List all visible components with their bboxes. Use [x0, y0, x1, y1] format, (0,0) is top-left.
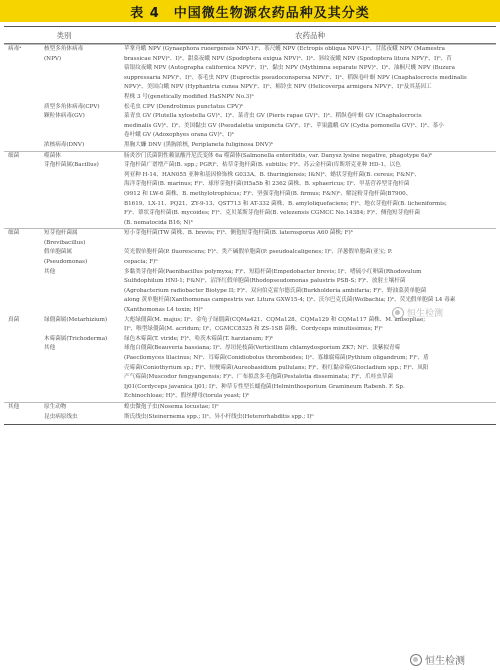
- table-row: [4, 402, 496, 413]
- row-varieties: 多黏类芽孢杆菌(Paenibacillus polymyxa; F)ᵇ、短稳杆菌(Empedobacter brevis; I)ᵇ、嗜硫小红卵菌(Rhodovulum: [124, 268, 422, 275]
- row-subcategory: (Pseudomonas): [44, 259, 88, 266]
- row-category: [4, 277, 42, 287]
- row-subcategory: [42, 364, 124, 374]
- table-row: [4, 55, 496, 65]
- row-category: [4, 74, 42, 84]
- row-subcategory: [42, 122, 124, 132]
- row-subcategory: 其他: [44, 345, 56, 352]
- table-row: [4, 248, 496, 258]
- table-body: [4, 44, 496, 422]
- row-category: [4, 325, 42, 335]
- row-category: [4, 171, 42, 181]
- row-varieties: 程株 3 号(genetically modified HaSNPV No.3)ᵇ: [124, 93, 254, 100]
- row-category: [4, 413, 42, 423]
- table-row: [4, 122, 496, 132]
- row-varieties: 松毛虫 CPV (Dendrolimus punctatus CPV)ᵇ: [124, 103, 244, 110]
- table-row: [4, 258, 496, 268]
- row-subcategory: 木霉菌属(Trichoderma): [44, 335, 108, 342]
- row-category: 细菌: [8, 152, 20, 159]
- row-varieties: 苹掌舟蛾 NPV (Gynaephora ruoergensis NPV-1)ᵇ、茶尺蠖 NPV (Ectropis obliqua NPV-1)ᵇ、甘蓝夜蛾 NPV (Mamestra: [124, 46, 445, 52]
- row-subcategory: 浓核病毒(DNV): [44, 141, 85, 148]
- row-subcategory: [42, 200, 124, 210]
- table-row: [4, 325, 496, 335]
- row-subcategory: [42, 219, 124, 229]
- table-row: [4, 344, 496, 354]
- row-category: [4, 83, 42, 93]
- row-varieties: F)ᵇ、蕈状芽孢杆菌(B. mycoides; F)ᵇ、克贝莱斯芽孢杆菌(B. velezensis CGMCC No.14384; F)ᵇ、侧孢短芽孢杆菌: [124, 210, 420, 217]
- table-header: [4, 26, 496, 44]
- table-row: [4, 413, 496, 423]
- row-subcategory: 昆虫病原线虫: [44, 413, 78, 420]
- row-subcategory: 绿僵菌属(Metarhizium): [44, 316, 108, 323]
- row-category: [4, 122, 42, 132]
- wechat-logo-icon: [410, 654, 422, 666]
- row-subcategory: [42, 392, 124, 402]
- table-row: [4, 296, 496, 306]
- watermark-footer-text: 恒生检测: [425, 656, 465, 667]
- table-row: [4, 161, 496, 171]
- row-subcategory: [42, 287, 124, 297]
- table-row: [4, 209, 496, 219]
- row-subcategory: (NPV): [44, 55, 62, 62]
- row-varieties: 蝗虫微孢子虫(Nosema locustae; I)ᵇ: [124, 403, 219, 410]
- row-varieties: 壳霉菌(Coniothyrium sp.; F)ᵇ、短梗霉菌(Aureobasidium pullulans; F)ᵇ、粉红黏帚霉(Gliocladium spp.; F)ᵇ、凤阳: [124, 364, 429, 371]
- row-subcategory: 短芽孢杆菌属: [44, 230, 78, 237]
- table-row: [4, 141, 496, 151]
- row-subcategory: 质型多角体病毒(CPV): [44, 103, 100, 110]
- row-subcategory: 原生动物: [44, 403, 67, 410]
- row-category: 细菌: [8, 230, 20, 237]
- row-category: [4, 354, 42, 364]
- row-subcategory: [42, 74, 124, 84]
- table-row: [4, 200, 496, 210]
- row-subcategory: [42, 383, 124, 393]
- row-subcategory: [42, 209, 124, 219]
- row-subcategory: 噬菌体: [44, 152, 61, 159]
- row-category: [4, 335, 42, 345]
- row-subcategory: [42, 93, 124, 103]
- watermark-overlay: [392, 306, 443, 319]
- row-subcategory: 核型多角体病毒: [44, 46, 84, 52]
- table-row: [4, 171, 496, 181]
- table-row: [4, 83, 496, 93]
- header-category: 类别: [56, 30, 72, 40]
- row-category: [4, 373, 42, 383]
- table-title-bar: [0, 0, 500, 22]
- table-row: [4, 103, 496, 113]
- row-subcategory: 芽孢杆菌属(Bacillus): [44, 162, 99, 169]
- row-category: [4, 180, 42, 190]
- row-category: [4, 364, 42, 374]
- table-row: [4, 268, 496, 278]
- table-row: [4, 93, 496, 103]
- wechat-logo-icon: [392, 307, 404, 319]
- table-row: [4, 219, 496, 229]
- row-category: [4, 209, 42, 219]
- table-row: [4, 112, 496, 122]
- table-row: [4, 335, 496, 345]
- row-category: [4, 258, 42, 268]
- row-varieties: Sulfidophilum HNI-1; F&N)ᵇ、沼泽红假单胞菌(Rhodopseudomonas palustris PSB-S; F)ᵇ、放射土壤杆菌: [124, 278, 406, 285]
- row-category: [4, 190, 42, 200]
- table-row: [4, 190, 496, 200]
- row-category: [4, 239, 42, 249]
- row-category: [4, 64, 42, 74]
- row-subcategory: [42, 306, 124, 316]
- row-subcategory: [42, 277, 124, 287]
- watermark-footer: [410, 652, 465, 667]
- table-row: [4, 64, 496, 74]
- row-varieties: [124, 239, 496, 249]
- row-category: 真菌: [8, 316, 20, 323]
- table-row: [4, 151, 496, 162]
- row-varieties: NPV)ᵇ、美国白蛾 NPV (Hyphantria cunea NPV)ᵇ、I)ᵇ、棉铃虫 NPV (Helicoverpa armigera NPV)ᵇ、I)ᵇ及其基因工: [124, 84, 432, 91]
- table-row: [4, 239, 496, 249]
- table-row: [4, 354, 496, 364]
- row-category: [4, 161, 42, 171]
- row-category: [4, 248, 42, 258]
- row-category: [4, 268, 42, 278]
- row-subcategory: [42, 373, 124, 383]
- row-varieties: 芽孢杆菌广谱增产菌(B. spp.; PGR)ᵇ、枯草芽孢杆菌(B. subtilis; F)ᵇ、苏云金杆菌(库斯塔克亚种 HD-1、以色: [124, 162, 401, 169]
- row-subcategory: [42, 296, 124, 306]
- row-subcategory: [42, 64, 124, 74]
- table-row: [4, 180, 496, 190]
- row-category: [4, 55, 42, 65]
- row-category: [4, 200, 42, 210]
- row-category: [4, 141, 42, 151]
- row-varieties: 产气霉菌(Muscodor fengyangensis; F)ᵇ、广布拟盘多毛孢菌(Pestalotia disseminata; F)ᵇ、爪哇虫草菌: [124, 374, 393, 381]
- row-category: [4, 131, 42, 141]
- row-varieties: 荧光假单胞杆菌(P. fluorescens; F)ᵇ、类产碱假单胞菌(P. pseudoalcaligenes; I)ᵇ、洋葱假单胞菌(亚宝; P.: [124, 249, 393, 256]
- row-category: [4, 392, 42, 402]
- row-category: [4, 93, 42, 103]
- table-row: [4, 373, 496, 383]
- row-category: 病毒ᵃ: [8, 46, 22, 52]
- row-varieties: 短小芽孢杆菌(TW 菌株、B. brevis; F)ᵇ、侧孢短芽孢杆菌(B. laterosporus A60 菌株; F)ᵇ: [124, 230, 353, 237]
- row-subcategory: [42, 325, 124, 335]
- table-row: [4, 383, 496, 393]
- row-varieties: along 黄单胞杆菌(Xanthomonas campestris var. Litura GXW15-4; I)ᵇ、沃尔巴克氏菌(Wolbachia; I)ᵇ、荧光假单胞菌 L4 毒素: [124, 297, 456, 304]
- row-varieties: 列亚种 H-14、HAN055 亚种和基因修饰株 G033A、B. thuringiensis; I&N)ᵇ、蜡状芽孢杆菌(B. cereus; F&N)ᵇ、: [124, 171, 421, 178]
- row-varieties: I)ᵇ、喉型绿僵菌(M. acridum; I)ᵇ、CGMCC8325 和 ZS-1SB 菌株、Cordyceps minutissimus; F)ᵇ: [124, 326, 383, 333]
- row-varieties: (Paecilomyces lilacinus; N)ᵇ、耳霉菌(Conidiobolus thromboides; I)ᵇ、寡雄腐霉菌(Pythium oligandrum; F)ᵇ、盾: [124, 355, 429, 361]
- row-varieties: (Agrobacterium radiobacter Biotype II; F)ᵇ、双向伯克霍尔德氏菌(Burkholderia ambifaria; F)ᵇ、野油菜黄单胞菌: [124, 287, 427, 294]
- row-subcategory: 假单胞菌属: [44, 249, 72, 256]
- row-subcategory: [42, 171, 124, 181]
- row-varieties: (Xanthomonas L4 toxin; H)ᵇ: [124, 307, 203, 314]
- row-category: [4, 306, 42, 316]
- row-varieties: brassicae NPV)ᵇ、I)ᵇ、甜菜夜蛾 NPV (Spodoptera exigua NPV)ᵇ、I)ᵇ、斜纹夜蛾 NPV (Spodoptera litura NPV)ᵇ、I)ᵇ、苜: [124, 55, 452, 62]
- row-category: [4, 112, 42, 122]
- table-row: [4, 392, 496, 402]
- pesticide-table: [4, 26, 496, 425]
- row-varieties: suppressaria NPV)ᵇ、I)ᵇ、茶毛虫 NPV (Euproctis pseudoconspersa NPV)ᵇ、I)ᵇ、稻纵卷叶螟 NPV (Cnaphalocrocis medinalis: [124, 74, 467, 81]
- table-row: [4, 287, 496, 297]
- row-varieties: (9912 和 LW-6 菌株、B. methylotrophicus; F)ᵇ、坚强芽孢杆菌(B. firmus; F&N)ᵇ、解淀粉芽孢杆菌(B7900、: [124, 190, 412, 197]
- watermark-text: 恒生检测: [407, 309, 444, 319]
- row-subcategory: [42, 83, 124, 93]
- table-row: [4, 44, 496, 55]
- table-row: [4, 364, 496, 374]
- row-varieties: Echinochloae; H)ᵇ、假丝酵母(torula yeast; I)ᵇ: [124, 393, 250, 400]
- table-row: [4, 131, 496, 141]
- row-subcategory: [42, 354, 124, 364]
- row-subcategory: 其他: [44, 268, 56, 275]
- row-subcategory: (Brevibacillus): [44, 239, 86, 246]
- table-bottom-rule: [4, 424, 496, 425]
- row-varieties: 绿色木霉菌(T. viride; F)ᵇ、哈茨木霉菌(T. harzianum; F)ᵇ: [124, 335, 274, 342]
- row-category: [4, 344, 42, 354]
- row-varieties: 菜青虫 GV (Plutella xylostella GV)ᵇ、I)ᵇ、菜青虫 GV (Pieris rapae GV)ᵇ、I)ᵇ、稻纵卷叶螟 GV (Cnaphalocrocis: [124, 113, 422, 120]
- row-subcategory: 颗粒体病毒(GV): [44, 113, 85, 120]
- row-category: 其他: [8, 403, 20, 410]
- row-category: [4, 287, 42, 297]
- table-row: [4, 228, 496, 239]
- row-varieties: 黑胸大蠊 DNV (黑胸浓核, Periplaneta fuliginosa DNV)ᵇ: [124, 141, 274, 148]
- table-title: 表 4 中国微生物源农药品种及其分类: [130, 5, 370, 21]
- row-varieties: 大彪绿僵菌(M. majus; I)ᵇ、金龟子绿僵菌(CQMa421、CQMa128、CQMa129 和 CQMa117 菌株、M. anisopliae;: [124, 316, 426, 323]
- table-row: [4, 277, 496, 287]
- row-varieties: 蓿银纹夜蛾 NPV (Autographa californica NPV)ᵇ、I)ᵇ、黏虫 NPV (Mythimna separate NPV)ᵇ、I)ᵇ、油桐尺蠖 NPV (Buzura: [124, 65, 455, 72]
- row-varieties: 肠炎沙门氏菌阴性赖氨酸丹尼氏变体 6a 噬菌体(Salmonella enteritidis, var. Danysz lysine negative, phagotype 6a)ᵇ: [124, 152, 433, 159]
- row-subcategory: [42, 190, 124, 200]
- row-varieties: 斯氏线虫(Steinernema spp.; I)ᵇ、异小杆线虫(Heterorhabditis spp.; I)ᵇ: [124, 413, 314, 420]
- row-varieties: (B. nematocida B16; N)ᵇ: [124, 219, 193, 226]
- row-varieties: medinalis GV)ᵇ、I)ᵇ、美国黏虫 GV (Pseudaletia unipuncta GV)ᵇ、I)ᵇ、苹果蠹蛾 GV (Cydia pomonella GV)ᵇ、I)ᵇ、茶小: [124, 122, 444, 129]
- row-varieties: 海洋芽孢杆菌(B. marinus; F)ᵇ、球形芽孢杆菌(H5a5b 和 2362 菌株、B. sphaericus; I)ᵇ、甲基营养型芽孢杆菌: [124, 181, 410, 188]
- table-row: [4, 74, 496, 84]
- row-subcategory: [42, 180, 124, 190]
- row-varieties: B1619、LX-11、PQ21、ZY-9-13、QST713 和 AT-332 菌株、B. amyloliquefaciens; F)ᵇ、地衣芽孢杆菌(B. licheniformis;: [124, 200, 447, 207]
- row-category: [4, 383, 42, 393]
- row-varieties: Ij01(Cordyceps javanica Ij01; I)ᵇ、种草专性型长蠕孢菌(Helminthosporium Gramineum Rabenh. F. Sp.: [124, 383, 405, 390]
- header-varieties: 农药品种: [295, 30, 325, 40]
- row-category: [4, 219, 42, 229]
- row-category: [4, 103, 42, 113]
- row-varieties: 卷叶蛾 GV (Adoxophyes orana GV)ᵇ、I)ᵇ: [124, 132, 235, 139]
- row-varieties: 球孢白僵菌(Beauveria bassiana; I)ᵇ、厚垣轮枝菌(Verticillium chlamydosporium ZK7; N)ᵇ、淡紫拟青霉: [124, 345, 401, 352]
- row-varieties: cepacia; F)ᵇ: [124, 259, 158, 266]
- row-subcategory: [42, 131, 124, 141]
- row-category: [4, 296, 42, 306]
